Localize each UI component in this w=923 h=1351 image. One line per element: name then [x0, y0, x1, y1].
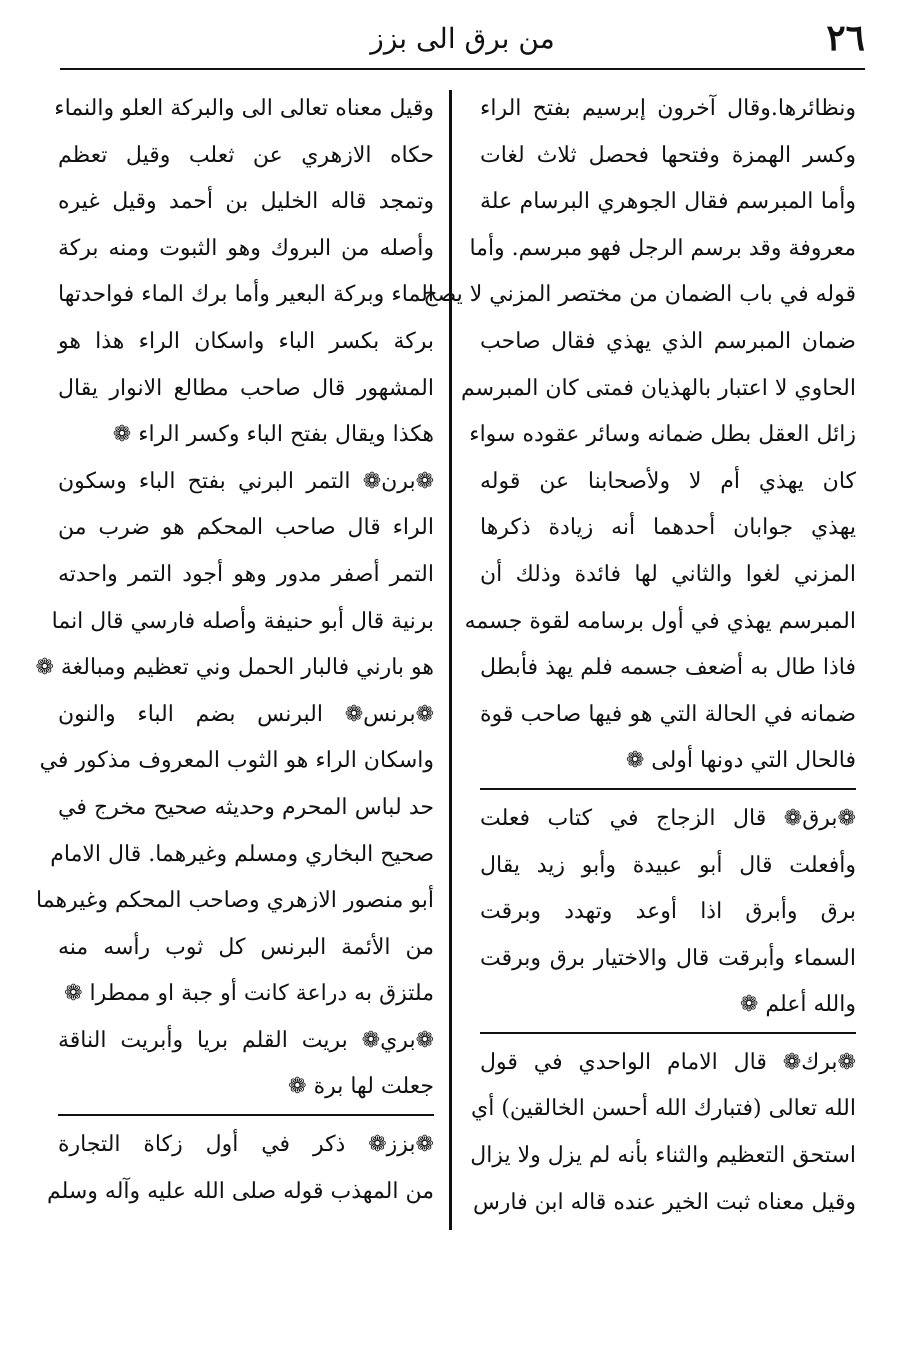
- left-column: [35, 86, 434, 1215]
- text-line: السماء وأبرقت قال والاختيار برق وبرقت: [480, 945, 856, 971]
- text-line: والله أعلم ❁: [739, 992, 856, 1018]
- text-line: ❁برق❁ قال الزجاج في كتاب فعلت: [480, 805, 856, 831]
- text-line: بركة بكسر الباء واسكان الراء هذا هو: [58, 328, 434, 354]
- text-line: المبرسم يهذي في أول برسامه لقوة جسمه: [464, 608, 856, 634]
- text-line: الماء وبركة البعير وأما برك الماء فواحدتها: [58, 282, 434, 308]
- text-line: وقيل معناه ثبت الخير عنده قاله ابن فارس: [472, 1189, 856, 1215]
- text-line: قوله في باب الضمان من مختصر المزني لا يصح: [423, 282, 856, 308]
- text-line: حكاه الازهري عن ثعلب وقيل تعظم: [58, 142, 434, 168]
- column-divider: [449, 90, 452, 1230]
- text-line: ❁برنس❁ البرنس بضم الباء والنون: [58, 701, 434, 727]
- text-line: ❁بزز❁ ذكر في أول زكاة التجارة: [58, 1132, 434, 1158]
- text-line: ❁برن❁ التمر البرني بفتح الباء وسكون: [58, 468, 434, 494]
- entry-block: [46, 1122, 434, 1215]
- running-head: من برق الى بزز: [370, 22, 555, 55]
- text-line: ضمان المبرسم الذي يهذي فقال صاحب: [480, 328, 856, 354]
- text-line: ملتزق به دراعة كانت أو جبة او ممطرا ❁: [64, 981, 434, 1007]
- text-line: هو بارني فالبار الحمل وني تعظيم ومبالغة ❁: [35, 655, 434, 681]
- text-line: وأما المبرسم فقال الجوهري البرسام علة: [480, 189, 856, 215]
- text-line: يهذي جوابان أحدهما أنه زيادة ذكرها: [480, 515, 856, 541]
- text-line: وقيل معناه تعالى الى والبركة العلو والنماء: [54, 96, 434, 121]
- text-line: الحاوي لا اعتبار بالهذيان فمتى كان المبرسم: [460, 375, 856, 401]
- text-line: فاذا طال به أضعف جسمه فلم يهذ فأبطل: [480, 655, 856, 681]
- text-line: جعلت لها برة ❁: [288, 1074, 434, 1100]
- entry-divider: [480, 1032, 856, 1034]
- text-line: الراء قال صاحب المحكم هو ضرب من: [58, 515, 434, 541]
- page-header: [60, 18, 865, 62]
- text-line: المشهور قال صاحب مطالع الانوار يقال: [58, 375, 434, 401]
- text-line: استحق التعظيم والثناء بأنه لم يزل ولا يزال: [470, 1143, 856, 1169]
- text-line: معروفة وقد برسم الرجل فهو مبرسم. وأما: [469, 235, 856, 261]
- text-line: كان يهذي أم لا ولأصحابنا عن قوله: [480, 468, 856, 494]
- entry-block: [36, 692, 434, 1018]
- text-line: برق وأبرق اذا أوعد وتهدد وبرقت: [480, 899, 856, 925]
- text-line: وأصله من البروك وهو الثبوت ومنه بركة: [58, 235, 434, 261]
- entry-block: [58, 1018, 434, 1111]
- text-line: حد لباس المحرم وحديثه صحيح مخرج في: [58, 794, 434, 820]
- text-line: الله تعالى (فتبارك الله أحسن الخالقين) أي: [471, 1096, 856, 1122]
- text-line: المزني لغوا والثاني لها فائدة وذلك أن: [480, 561, 856, 587]
- text-line: واسكان الراء هو الثوب المعروف مذكور في: [39, 748, 434, 774]
- entry-divider: [480, 788, 856, 790]
- text-line: وكسر الهمزة وفتحها فحصل ثلاث لغات: [480, 142, 856, 168]
- text-line: برنية قال أبو حنيفة وأصله فارسي قال انما: [51, 608, 434, 634]
- right-column: [423, 86, 856, 1226]
- text-line: ❁بري❁ بريت القلم بريا وأبريت الناقة: [58, 1027, 434, 1053]
- text-line: وأفعلت قال أبو عبيدة وأبو زيد يقال: [480, 852, 856, 878]
- text-line: من الأئمة البرنس كل ثوب رأسه منه: [58, 934, 434, 960]
- entry-block: [423, 86, 856, 785]
- entry-block: [54, 86, 434, 459]
- text-line: هكذا ويقال بفتح الباء وكسر الراء ❁: [112, 422, 434, 448]
- text-line: ونظائرها.وقال آخرون إبرسيم بفتح الراء: [480, 96, 856, 121]
- text-line: التمر أصفر مدور وهو أجود التمر واحدته: [58, 561, 434, 587]
- text-line: ❁برك❁ قال الامام الواحدي في قول: [480, 1049, 856, 1075]
- text-line: زائل العقل بطل ضمانه وسائر عقوده سواء: [469, 422, 856, 448]
- text-line: من المهذب قوله صلى الله عليه وآله وسلم: [46, 1178, 434, 1204]
- entry-block: [35, 459, 434, 692]
- entry-divider: [58, 1114, 434, 1116]
- text-line: فالحال التي دونها أولى ❁: [625, 748, 856, 774]
- header-rule: [60, 68, 865, 70]
- entry-block: [480, 796, 856, 1029]
- text-line: صحيح البخاري ومسلم وغيرهما. قال الامام: [50, 841, 434, 867]
- text-line: ضمانه في الحالة التي هو فيها صاحب قوة: [480, 701, 856, 727]
- page-number: ٢٦: [826, 17, 865, 59]
- text-line: أبو منصور الازهري وصاحب المحكم وغيرهما: [36, 888, 434, 914]
- text-line: وتمجد قاله الخليل بن أحمد وقيل غيره: [58, 189, 434, 215]
- entry-block: [470, 1040, 856, 1226]
